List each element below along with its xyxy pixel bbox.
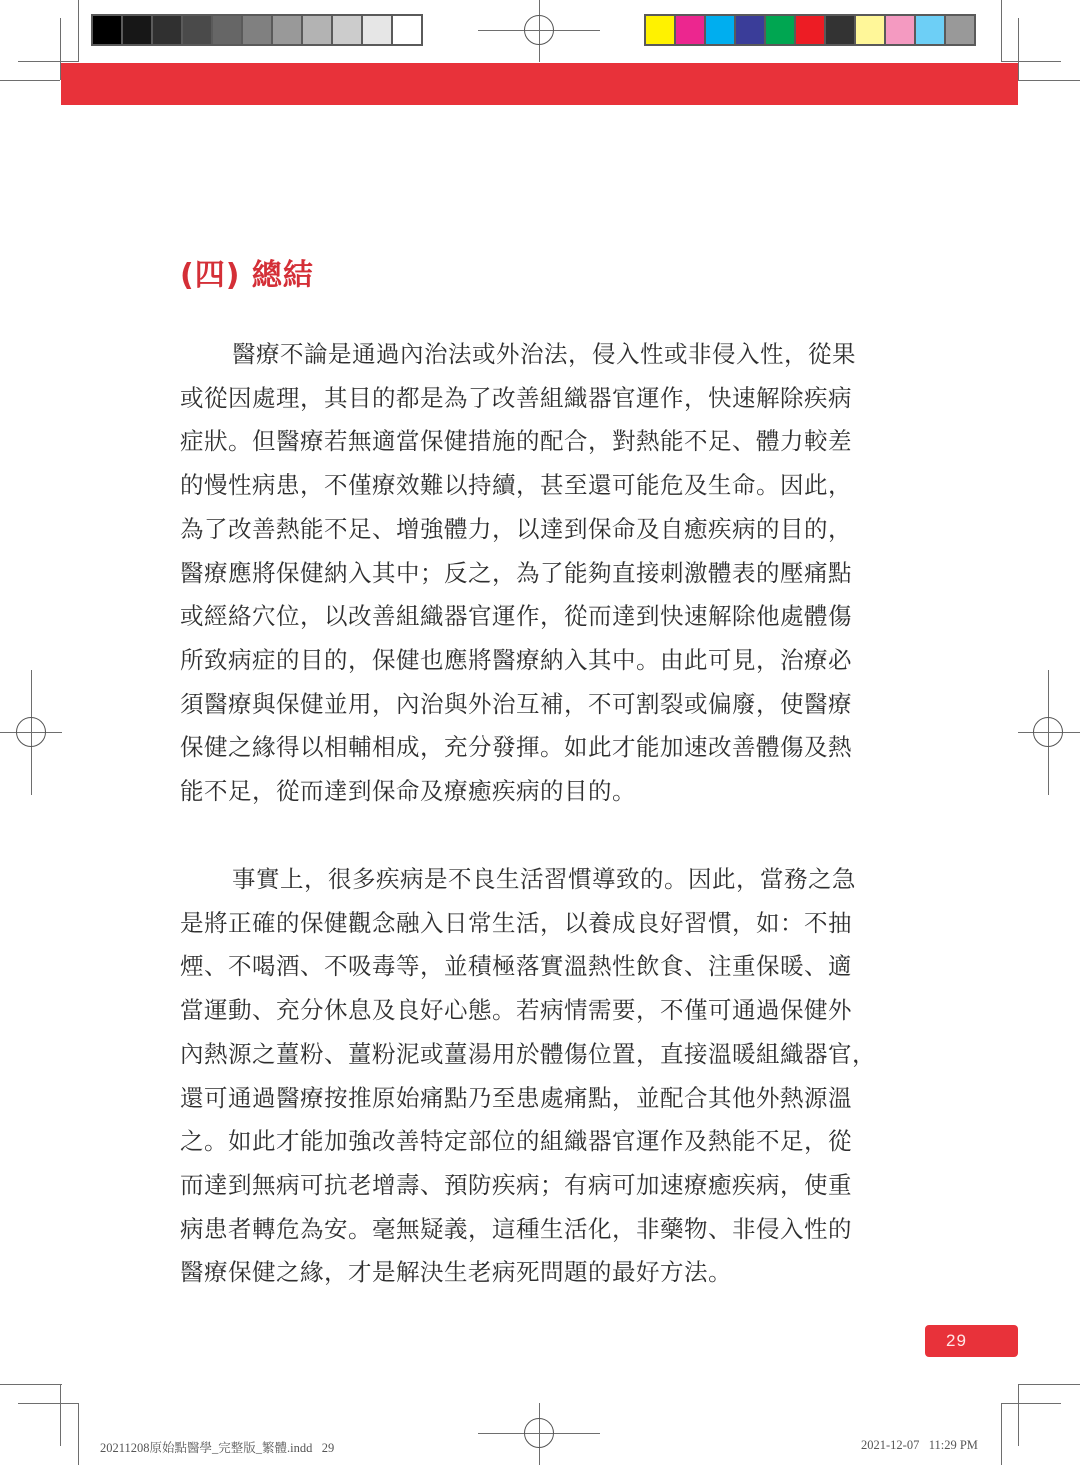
paragraph-2 — [180, 858, 902, 1295]
color-swatch — [393, 16, 421, 44]
color-bar — [644, 14, 976, 46]
color-swatch — [153, 16, 181, 44]
color-swatch — [946, 16, 974, 44]
color-swatch — [706, 16, 734, 44]
color-swatch — [856, 16, 884, 44]
text-line: 病患者轉危為安。毫無疑義，這種生活化，非藥物、非侵入性的 — [180, 1214, 852, 1243]
color-swatch — [183, 16, 211, 44]
text-line: 當運動、充分休息及良好心態。若病情需要，不僅可通過保健外 — [180, 996, 852, 1025]
paragraph-1 — [180, 333, 902, 814]
text-line: 醫療保健之緣，才是解決生老病死問題的最好方法。 — [180, 1258, 732, 1287]
text-line: 醫療不論是通過內治法或外治法，侵入性或非侵入性，從果 — [232, 340, 856, 368]
color-swatch — [886, 16, 914, 44]
color-swatch — [916, 16, 944, 44]
color-swatch — [213, 16, 241, 44]
text-line: 所致病症的目的，保健也應將醫療納入其中。由此可見，治療必 — [180, 645, 852, 674]
text-line: 症狀。但醫療若無適當保健措施的配合，對熱能不足、體力較差 — [180, 427, 852, 456]
color-swatch — [243, 16, 271, 44]
text-line: 須醫療與保健並用，內治與外治互補，不可割裂或偏廢，使醫療 — [180, 689, 852, 718]
text-line: 煙、不喝酒、不吸毒等，並積極落實溫熱性飲食、注重保暖、適 — [180, 952, 852, 981]
text-line: 之。如此才能加強改善特定部位的組織器官運作及熱能不足，從 — [180, 1127, 852, 1156]
color-swatch — [273, 16, 301, 44]
color-swatch — [303, 16, 331, 44]
page-number-badge — [925, 1325, 1018, 1357]
text-line: 或經絡穴位，以改善組織器官運作，從而達到快速解除他處體傷 — [180, 602, 852, 631]
header-band — [61, 63, 1018, 105]
text-line: 或從因處理，其目的都是為了改善組織器官運作，快速解除疾病 — [180, 383, 852, 412]
text-line: 保健之緣得以相輔相成，充分發揮。如此才能加速改善體傷及熱 — [180, 733, 852, 762]
text-line: 是將正確的保健觀念融入日常生活，以養成良好習慣，如：不抽 — [180, 908, 852, 937]
color-swatch — [766, 16, 794, 44]
text-line: 醫療應將保健納入其中；反之，為了能夠直接刺激體表的壓痛點 — [180, 558, 852, 587]
section-title: (四) 總結 — [180, 258, 314, 293]
text-line: 的慢性病患，不僅療效難以持續，甚至還可能危及生命。因此， — [180, 471, 852, 500]
color-swatch — [676, 16, 704, 44]
text-line: 事實上，很多疾病是不良生活習慣導致的。因此，當務之急 — [232, 865, 856, 893]
color-swatch — [646, 16, 674, 44]
color-swatch — [333, 16, 361, 44]
color-swatch — [363, 16, 391, 44]
text-line: 為了改善熱能不足、增強體力，以達到保命及自癒疾病的目的， — [180, 514, 852, 543]
color-swatch — [796, 16, 824, 44]
slug-timestamp: 2021-12-07 11:29 PM — [861, 1438, 978, 1452]
text-line: 內熱源之薑粉、薑粉泥或薑湯用於體傷位置，直接溫暖組織器官， — [180, 1039, 876, 1068]
color-swatch — [123, 16, 151, 44]
page-number: 29 — [946, 1331, 967, 1350]
text-line: 而達到無病可抗老增壽、預防疾病；有病可加速療癒疾病，使重 — [180, 1170, 852, 1199]
grayscale-bar — [91, 14, 423, 46]
color-swatch — [93, 16, 121, 44]
text-line: 能不足，從而達到保命及療癒疾病的目的。 — [180, 777, 636, 806]
text-line: 還可通過醫療按推原始痛點乃至患處痛點，並配合其他外熱源溫 — [180, 1083, 852, 1112]
color-swatch — [736, 16, 764, 44]
slug-filename: 20211208原始點醫學_完整版_繁體.indd 29 — [100, 1441, 335, 1455]
color-swatch — [826, 16, 854, 44]
